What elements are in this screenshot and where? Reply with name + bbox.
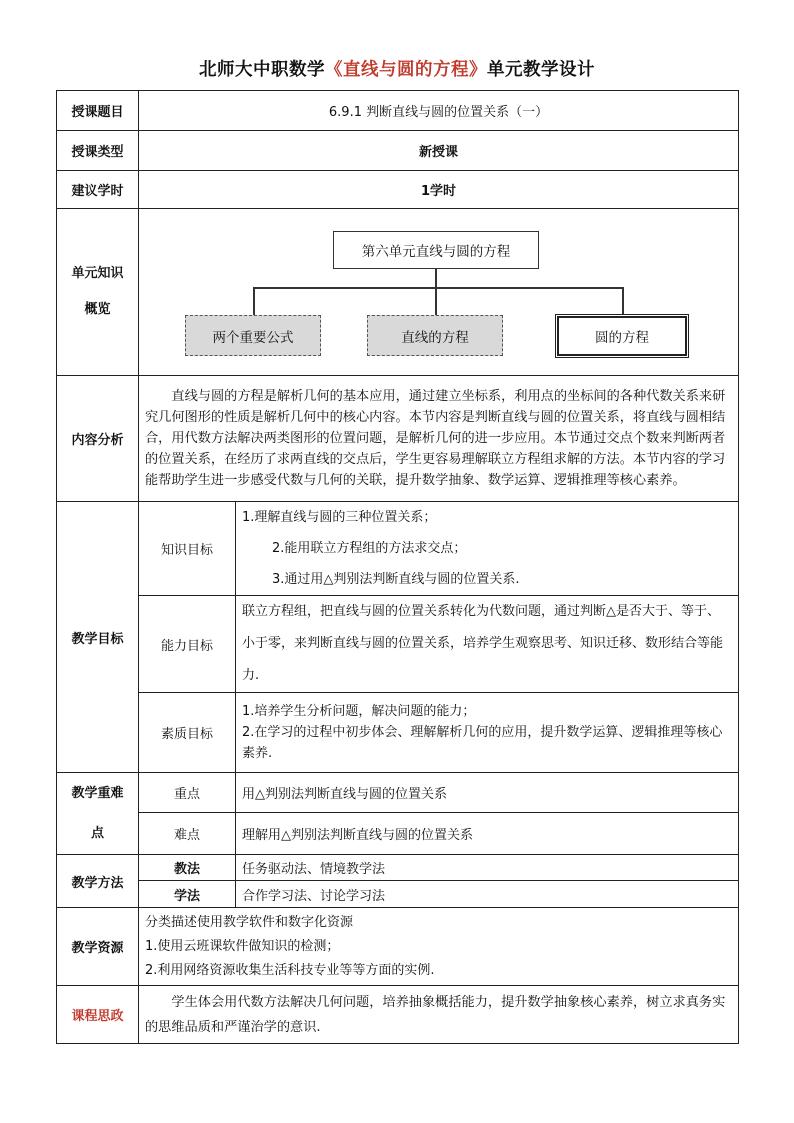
key-point-label: 重点 bbox=[139, 773, 236, 813]
keypoints-label bbox=[57, 773, 139, 855]
ideology-text: 学生体会用代数方法解决几何问题，培养抽象概括能力，提升数学抽象核心素养，树立求真务实的思维品质和严谨治学的意识. bbox=[139, 986, 739, 1044]
keypoints-label-line1: 教学重难 bbox=[71, 785, 124, 801]
teaching-method-label: 教法 bbox=[139, 855, 236, 881]
knowledge-goal-item-1: 1.理解直线与圆的三种位置关系； bbox=[242, 510, 437, 525]
ability-goal-label: 能力目标 bbox=[139, 596, 236, 693]
learning-method-row bbox=[57, 881, 739, 908]
goals-label: 教学目标 bbox=[57, 502, 139, 773]
knowledge-goal-item-3: 3.通过用△判别法判断直线与圆的位置关系. bbox=[272, 572, 520, 587]
overview-diagram-cell bbox=[139, 209, 739, 376]
resources-list bbox=[139, 908, 739, 986]
topic-label: 授课题目 bbox=[57, 91, 139, 131]
diagram-connector-middle bbox=[435, 287, 437, 315]
overview-row bbox=[57, 209, 739, 376]
teaching-method-text: 任务驱动法、情境教学法 bbox=[236, 855, 739, 881]
resources-label: 教学资源 bbox=[57, 908, 139, 986]
quality-goal-label: 素质目标 bbox=[139, 693, 236, 773]
ability-goal-row bbox=[57, 596, 739, 693]
ideology-row bbox=[57, 986, 739, 1044]
resources-item-2: 2.利用网络资源收集生活科技专业等等方面的实例. bbox=[145, 962, 435, 978]
difficult-point-row bbox=[57, 813, 739, 855]
title-suffix: 单元教学设计 bbox=[487, 60, 595, 80]
lesson-design-table bbox=[56, 90, 739, 1044]
type-row bbox=[57, 131, 739, 171]
hours-value: 1学时 bbox=[139, 171, 739, 209]
knowledge-goal-row bbox=[57, 502, 739, 596]
overview-label bbox=[57, 209, 139, 376]
difficult-point-text: 理解用△判别法判断直线与圆的位置关系 bbox=[236, 813, 739, 855]
analysis-row bbox=[57, 376, 739, 502]
resources-item-1: 1.使用云班课软件做知识的检测； bbox=[145, 938, 340, 954]
page-title bbox=[0, 56, 794, 81]
type-label: 授课类型 bbox=[57, 131, 139, 171]
overview-label-line1: 单元知识 bbox=[71, 266, 124, 281]
diagram-node-circle-equation: 圆的方程 bbox=[555, 314, 689, 358]
analysis-text: 直线与圆的方程是解析几何的基本应用，通过建立坐标系，利用点的坐标间的各种代数关系来研究几何图形的性质是解析几何中的核心内容。本节内容是判断直线与圆的位置关系，将直线与圆相结合，用代数方法解决两类图形的位置问题，是解析几何的进一步应用。本节通过交点个数来判断两者的位置关系，在经历了求两直线的交点后，学生更容易理解联立方程组求解的方法。本节内容的学习能帮助学生进一步感受代数与几何的关联，提升数学抽象、数学运算、逻辑推理等核心素养。 bbox=[139, 376, 739, 502]
resources-row bbox=[57, 908, 739, 986]
diagram-node-line-equation: 直线的方程 bbox=[367, 315, 503, 356]
analysis-label: 内容分析 bbox=[57, 376, 139, 502]
keypoints-label-line2: 点 bbox=[90, 825, 104, 841]
quality-goal-row bbox=[57, 693, 739, 773]
diagram-connector-right bbox=[622, 287, 624, 314]
ability-goal-text: 联立方程组，把直线与圆的位置关系转化为代数问题，通过判断△是否大于、等于、小于零，来判断直线与圆的位置关系，培养学生观察思考、知识迁移、数形结合等能力. bbox=[236, 596, 739, 693]
quality-goal-item-1: 1.培养学生分析问题，解决问题的能力； bbox=[242, 704, 476, 719]
learning-method-text: 合作学习法、讨论学习法 bbox=[236, 881, 739, 908]
overview-label-line2: 概览 bbox=[84, 302, 111, 317]
title-highlight: 《直线与圆的方程》 bbox=[325, 60, 487, 80]
ideology-label: 课程思政 bbox=[57, 986, 139, 1044]
hours-label: 建议学时 bbox=[57, 171, 139, 209]
learning-method-label: 学法 bbox=[139, 881, 236, 908]
resources-intro: 分类描述使用教学软件和数字化资源 bbox=[145, 914, 354, 930]
quality-goal-list bbox=[236, 693, 739, 773]
diagram-node-formulas: 两个重要公式 bbox=[185, 315, 321, 356]
title-prefix: 北师大中职数学 bbox=[199, 60, 325, 80]
difficult-point-label: 难点 bbox=[139, 813, 236, 855]
unit-structure-diagram bbox=[139, 209, 738, 375]
knowledge-goal-list bbox=[236, 502, 739, 596]
teaching-method-row bbox=[57, 855, 739, 881]
key-point-row bbox=[57, 773, 739, 813]
diagram-connector-left bbox=[253, 287, 255, 315]
topic-row bbox=[57, 91, 739, 131]
methods-label: 教学方法 bbox=[57, 855, 139, 908]
key-point-text: 用△判别法判断直线与圆的位置关系 bbox=[236, 773, 739, 813]
hours-row bbox=[57, 171, 739, 209]
type-value: 新授课 bbox=[139, 131, 739, 171]
diagram-root-node: 第六单元直线与圆的方程 bbox=[333, 231, 539, 269]
quality-goal-item-2: 2.在学习的过程中初步体会、理解解析几何的应用，提升数学运算、逻辑推理等核心素养. bbox=[242, 725, 723, 761]
diagram-connector-root bbox=[435, 269, 437, 287]
knowledge-goal-label: 知识目标 bbox=[139, 502, 236, 596]
knowledge-goal-item-2: 2.能用联立方程组的方法求交点； bbox=[272, 541, 467, 556]
diagram-connector-bar bbox=[253, 287, 623, 289]
topic-value: 6.9.1 判断直线与圆的位置关系（一） bbox=[139, 91, 739, 131]
